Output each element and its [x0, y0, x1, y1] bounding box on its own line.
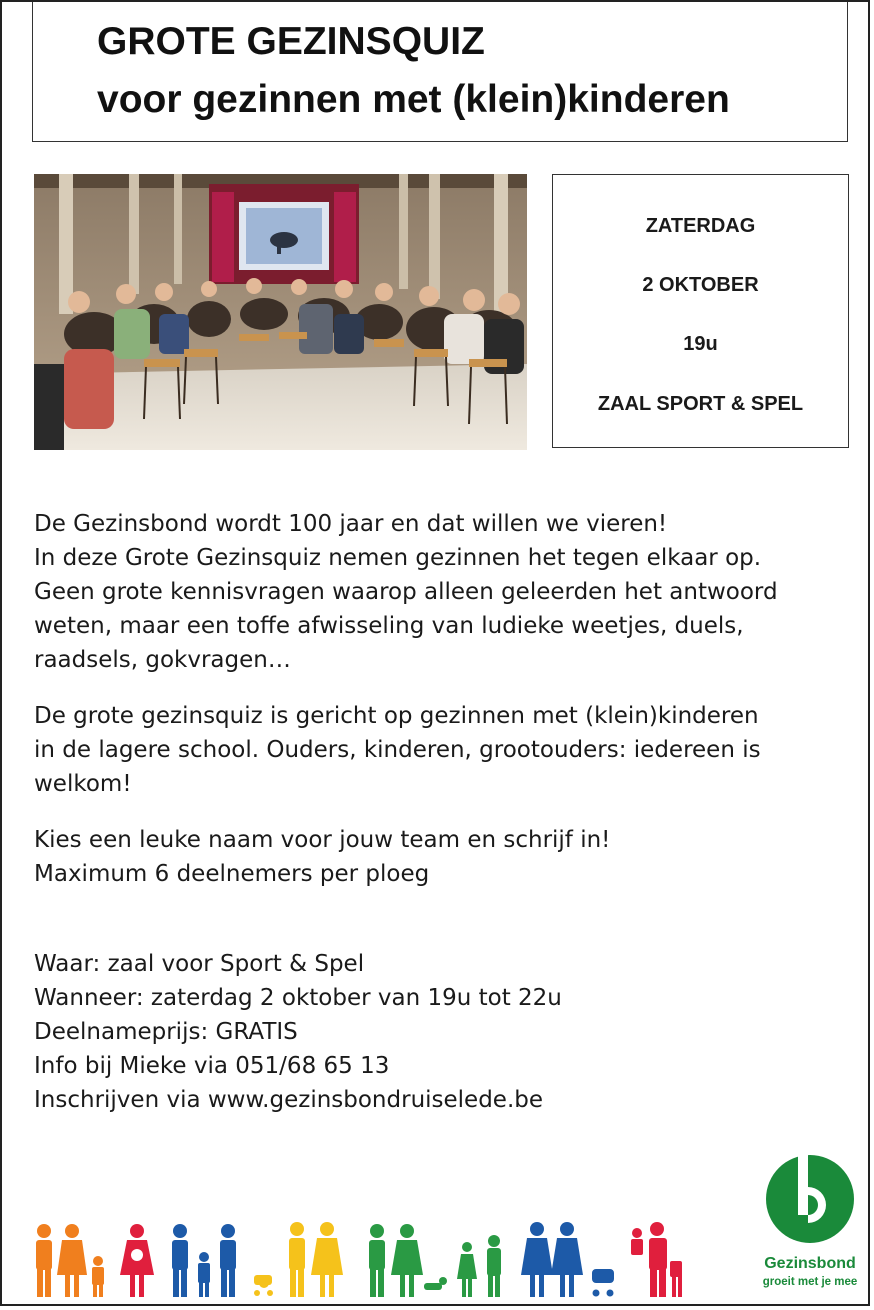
event-time: 19u	[683, 333, 718, 355]
family-group-red-icon	[120, 1224, 154, 1297]
text-line: De grote gezinsquiz is gericht op gezinnen met (klein)kinderen	[34, 703, 759, 729]
detail-when: Wanneer: zaterdag 2 oktober van 19u tot 22u	[34, 985, 562, 1011]
detail-info: Info bij Mieke via 051/68 65 13	[34, 1053, 390, 1079]
family-group-orange-icon	[36, 1224, 104, 1297]
gezinsbond-logo-mark-icon	[754, 1147, 866, 1255]
detail-price: Deelnameprijs: GRATIS	[34, 1019, 298, 1045]
text-line: welkom!	[34, 771, 132, 797]
text-line: Maximum 6 deelnemers per ploeg	[34, 861, 430, 887]
text-line: De Gezinsbond wordt 100 jaar en dat willen we vieren!	[34, 511, 668, 537]
logo-name: Gezinsbond	[764, 1255, 856, 1272]
details-list	[34, 947, 844, 1117]
detail-location: Waar: zaal voor Sport & Spel	[34, 951, 365, 977]
text-line: raadsels, gokvragen…	[34, 647, 291, 673]
signup-paragraph	[34, 823, 844, 891]
gezinsbond-logo	[754, 1147, 866, 1302]
event-day: ZATERDAG	[645, 215, 756, 237]
event-date: 2 OKTOBER	[642, 274, 759, 296]
family-figures-illustration	[32, 1217, 732, 1302]
text-line: weten, maar een toffe afwisseling van ludieke weetjes, duels,	[34, 613, 744, 639]
family-group-blue-icon	[172, 1224, 236, 1297]
family-group-green-icon	[369, 1224, 501, 1297]
family-group-yellow-icon	[254, 1222, 343, 1297]
event-info-box	[552, 174, 849, 448]
title-box	[32, 2, 848, 142]
family-group-blue-2-icon	[521, 1222, 614, 1297]
text-line: In deze Grote Gezinsquiz nemen gezinnen het tegen elkaar op.	[34, 545, 762, 571]
audience-paragraph	[34, 699, 844, 801]
logo-tagline: groeit met je mee	[762, 1276, 858, 1288]
intro-paragraph	[34, 507, 844, 677]
detail-signup-link[interactable]: Inschrijven via www.gezinsbondruiselede.be	[34, 1087, 544, 1113]
family-group-red-2-icon	[631, 1222, 682, 1297]
text-line: in de lagere school. Ouders, kinderen, grootouders: iedereen is	[34, 737, 761, 763]
title-line-2: voor gezinnen met (klein)kinderen	[97, 78, 730, 121]
text-line: Geen grote kennisvragen waarop alleen geleerden het antwoord	[34, 579, 778, 605]
title-line-1: GROTE GEZINSQUIZ	[97, 20, 485, 63]
event-venue: ZAAL SPORT & SPEL	[597, 393, 804, 415]
quiz-hall-photo	[34, 174, 527, 450]
text-line: Kies een leuke naam voor jouw team en schrijf in!	[34, 827, 611, 853]
